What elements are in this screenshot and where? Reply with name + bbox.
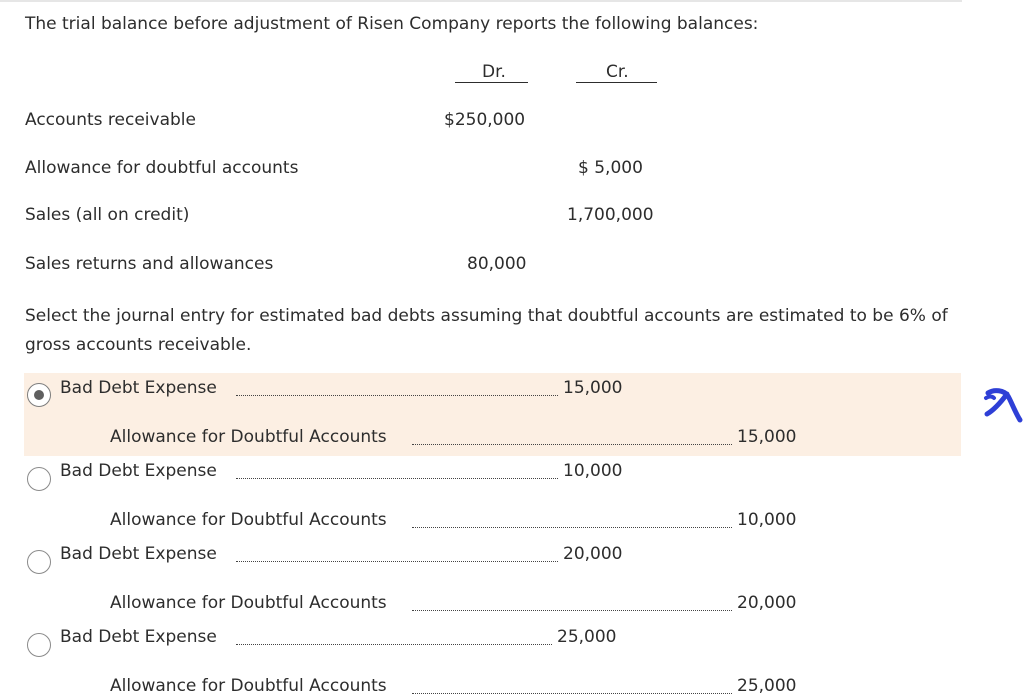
tb-credit-value: $ 5,000 (578, 158, 643, 178)
debit-amount: 10,000 (563, 461, 623, 481)
debit-header: Dr. (482, 62, 506, 82)
top-divider (0, 0, 962, 2)
tb-debit-value: $250,000 (444, 110, 526, 130)
debit-amount: 25,000 (557, 627, 617, 647)
debit-account: Bad Debt Expense (60, 627, 217, 647)
debit-amount: 20,000 (563, 544, 623, 564)
debit-account: Bad Debt Expense (60, 378, 217, 398)
debit-account: Bad Debt Expense (60, 544, 217, 564)
dot-leader (412, 693, 732, 694)
dot-leader (236, 644, 552, 645)
credit-account: Allowance for Doubtful Accounts (110, 427, 387, 447)
credit-header: Cr. (606, 62, 629, 82)
x-mark-icon (982, 384, 1024, 426)
radio-dot (34, 390, 44, 400)
credit-account: Allowance for Doubtful Accounts (110, 510, 387, 530)
tb-debit-value: 80,000 (467, 254, 527, 274)
radio-button[interactable] (27, 550, 51, 574)
question-intro: The trial balance before adjustment of Risen Company reports the following balances: (25, 14, 759, 34)
dot-leader (236, 395, 558, 396)
credit-account: Allowance for Doubtful Accounts (110, 676, 387, 696)
dot-leader (412, 444, 732, 445)
tb-account-label: Allowance for doubtful accounts (25, 158, 299, 178)
tb-account-label: Accounts receivable (25, 110, 196, 130)
tb-credit-value: 1,700,000 (567, 205, 654, 225)
dot-leader (236, 561, 558, 562)
tb-account-label: Sales (all on credit) (25, 205, 190, 225)
credit-amount: 10,000 (737, 510, 797, 530)
credit-amount: 25,000 (737, 676, 797, 696)
tb-account-label: Sales returns and allowances (25, 254, 274, 274)
dot-leader (412, 610, 732, 611)
credit-amount: 15,000 (737, 427, 797, 447)
radio-button[interactable] (27, 467, 51, 491)
credit-header-rule (576, 82, 657, 83)
credit-account: Allowance for Doubtful Accounts (110, 593, 387, 613)
debit-account: Bad Debt Expense (60, 461, 217, 481)
radio-button-selected[interactable] (27, 383, 51, 407)
credit-amount: 20,000 (737, 593, 797, 613)
radio-button[interactable] (27, 633, 51, 657)
debit-amount: 15,000 (563, 378, 623, 398)
dot-leader (412, 527, 732, 528)
debit-header-rule (455, 82, 528, 83)
dot-leader (236, 478, 558, 479)
question-prompt: Select the journal entry for estimated bad debts assuming that doubtful accounts are estimated to be 6% of gross accounts receivable. (25, 306, 948, 355)
